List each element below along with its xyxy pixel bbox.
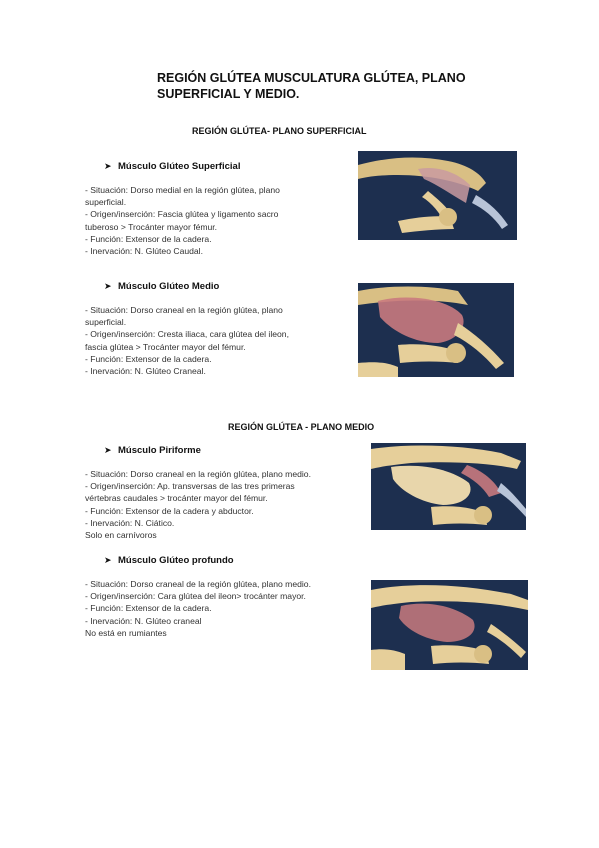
desc-line: - Inervación: N. Glúteo Caudal. xyxy=(85,246,203,257)
muscle-description xyxy=(85,578,311,639)
section-title-medio: REGIÓN GLÚTEA - PLANO MEDIO xyxy=(228,422,375,432)
desc-line: - Inervación: N. Glúteo craneal xyxy=(85,615,202,626)
desc-line: - Origen/inserción: Fascia glútea y ligamento sacro xyxy=(85,209,279,220)
muscle-name: Músculo Glúteo profundo xyxy=(118,555,234,566)
arrow-bullet-icon: ➤ xyxy=(104,555,112,565)
muscle-description xyxy=(85,304,289,377)
muscle-heading-gluteo-medio xyxy=(104,281,219,292)
desc-line: - Inervación: N. Glúteo Craneal. xyxy=(85,366,206,377)
muscle-name: Músculo Piriforme xyxy=(118,445,201,456)
arrow-bullet-icon: ➤ xyxy=(104,281,112,291)
desc-line: - Función: Extensor de la cadera. xyxy=(85,233,212,244)
desc-line: - Origen/inserción: Ap. transversas de las tres primeras xyxy=(85,481,295,492)
desc-line: fascia glútea > Trocánter mayor del fémur. xyxy=(85,341,246,352)
muscle-description xyxy=(85,184,280,257)
desc-line: - Función: Extensor de la cadera. xyxy=(85,353,212,364)
anatomy-illustration-gluteo-profundo xyxy=(371,580,528,670)
desc-line: superficial. xyxy=(85,197,127,208)
anatomy-illustration-gluteo-superficial xyxy=(358,151,517,240)
title-line-2: SUPERFICIAL Y MEDIO. xyxy=(157,87,300,101)
muscle-heading-gluteo-profundo xyxy=(104,555,234,566)
muscle-name: Músculo Glúteo Medio xyxy=(118,281,220,292)
desc-line: - Situación: Dorso craneal en la región glútea, plano medio. xyxy=(85,469,311,479)
anatomy-illustration-piriforme xyxy=(371,443,526,530)
section-title-superficial: REGIÓN GLÚTEA- PLANO SUPERFICIAL xyxy=(192,126,367,136)
desc-line: - Situación: Dorso craneal en la región glútea, plano xyxy=(85,305,283,315)
muscle-heading-gluteo-superficial xyxy=(104,161,240,172)
desc-line: - Origen/inserción: Cara glútea del ileon> trocánter mayor. xyxy=(85,591,306,602)
desc-line: - Inervación: N. Ciático. xyxy=(85,517,175,528)
desc-line: - Función: Extensor de la cadera. xyxy=(85,603,212,614)
muscle-name: Músculo Glúteo Superficial xyxy=(118,161,241,172)
desc-line: - Origen/inserción: Cresta iliaca, cara glútea del ileon, xyxy=(85,329,289,340)
desc-line: superficial. xyxy=(85,317,127,328)
muscle-heading-piriforme xyxy=(104,445,201,456)
muscle-description xyxy=(85,468,311,541)
desc-line: vértebras caudales > trocánter mayor del fémur. xyxy=(85,493,268,504)
desc-line: - Situación: Dorso medial en la región glútea, plano xyxy=(85,185,280,195)
desc-line: - Situación: Dorso craneal de la región glútea, plano medio. xyxy=(85,579,311,589)
arrow-bullet-icon: ➤ xyxy=(104,161,112,171)
desc-line: - Función: Extensor de la cadera y abductor. xyxy=(85,505,254,516)
page-title xyxy=(157,70,487,102)
desc-line: No está en rumiantes xyxy=(85,627,167,638)
title-line-1: REGIÓN GLÚTEA MUSCULATURA GLÚTEA, PLANO xyxy=(157,71,466,85)
desc-line: Solo en carnívoros xyxy=(85,530,157,541)
desc-line: tuberoso > Trocánter mayor fémur. xyxy=(85,221,218,232)
arrow-bullet-icon: ➤ xyxy=(104,445,112,455)
anatomy-illustration-gluteo-medio xyxy=(358,283,514,377)
